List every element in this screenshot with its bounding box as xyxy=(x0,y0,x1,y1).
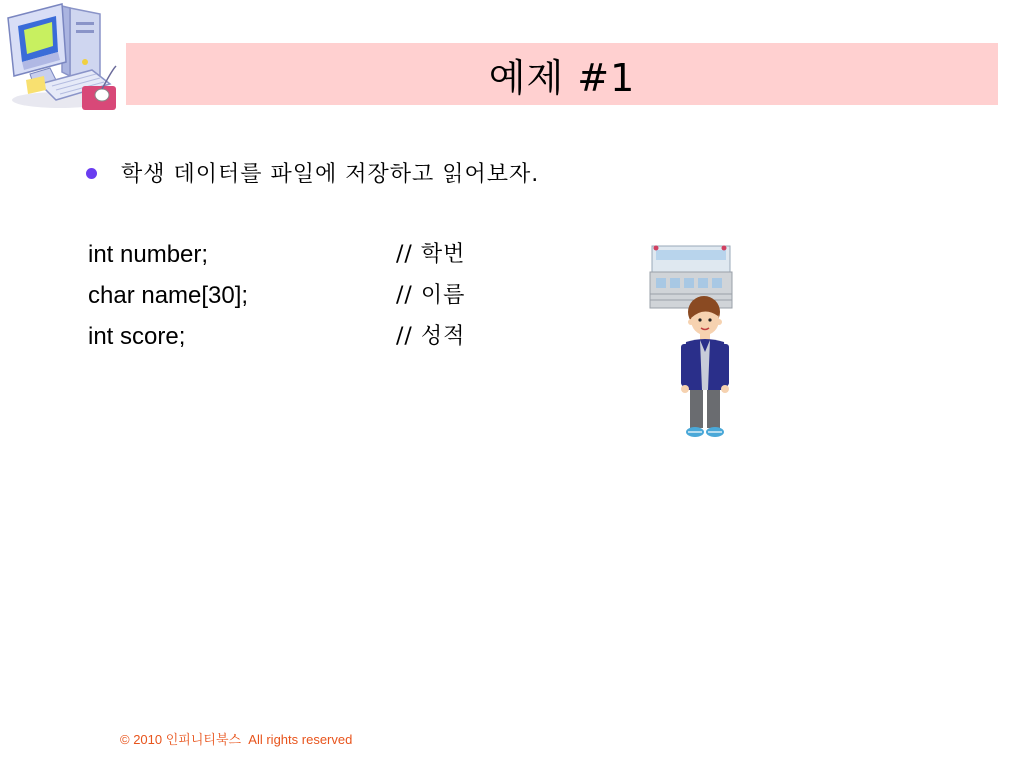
code-declaration: char name[30]; xyxy=(88,282,249,309)
copyright-footer: © 2010 인피니티북스 All rights reserved xyxy=(120,732,353,747)
code-comment: // 학번 xyxy=(396,242,466,267)
bullet-dot-icon xyxy=(86,168,97,179)
bullet-item xyxy=(86,154,539,190)
code-comment: // 성적 xyxy=(396,324,466,349)
slide-title: 예제 #1 xyxy=(488,55,636,100)
student-clipart-icon xyxy=(648,240,734,444)
code-declaration: int number; xyxy=(88,241,209,268)
code-declaration: int score; xyxy=(88,323,186,350)
code-comment: // 이름 xyxy=(396,283,466,308)
bullet-text: 학생 데이터를 파일에 저장하고 읽어보자. xyxy=(121,161,540,187)
computer-clipart-icon xyxy=(0,0,126,115)
